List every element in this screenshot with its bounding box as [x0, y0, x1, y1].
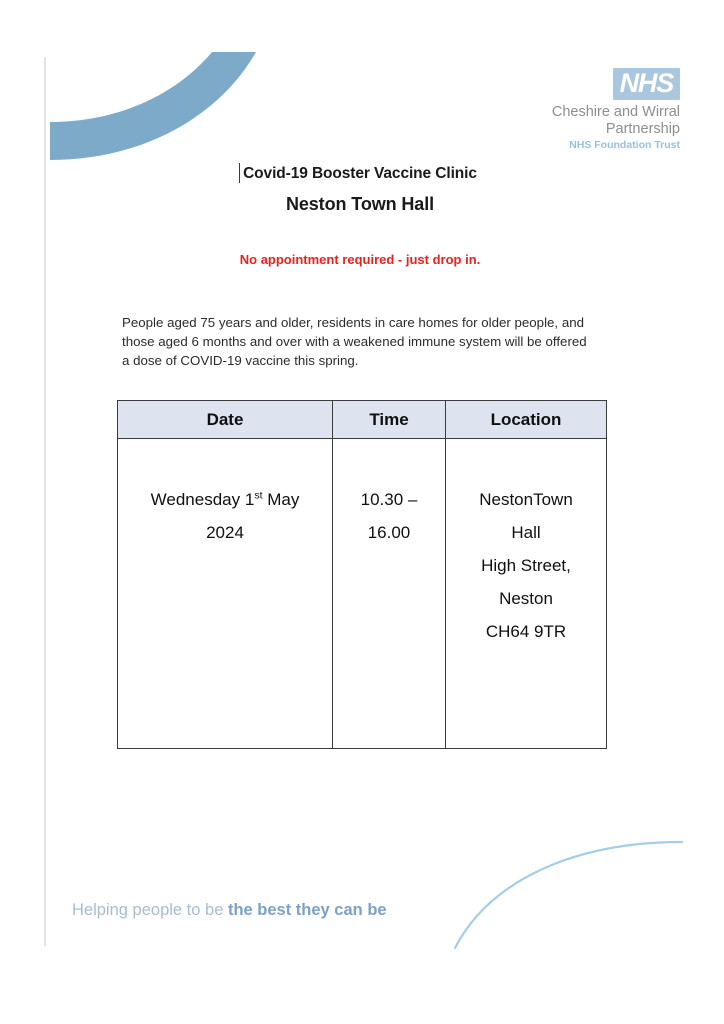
column-header-time: Time: [333, 401, 446, 439]
table-row: [118, 439, 607, 749]
time-line-1: 10.30 –: [360, 490, 418, 509]
cell-date: [118, 439, 333, 749]
clinic-schedule-table: [117, 400, 607, 749]
date-day-number: 1: [244, 490, 255, 509]
table-header: [118, 401, 607, 439]
eligibility-paragraph: People aged 75 years and older, residents in care homes for older people, and those aged 6 months and over with a weakened immune system will be offered a dose of COVID-19 vaccine this spring.: [122, 315, 587, 369]
location-line-3: High Street,: [481, 556, 571, 575]
table-body: [118, 439, 607, 749]
strapline-regular: Helping people to be: [72, 901, 228, 919]
date-line-2: 2024: [206, 523, 244, 542]
date-line-1: [118, 483, 332, 516]
table-header-row: [118, 401, 607, 439]
nhs-logo-block: [420, 68, 680, 151]
trust-foundation-label: NHS Foundation Trust: [569, 139, 680, 151]
location-line-4: Neston: [499, 589, 553, 608]
left-margin-rule: [44, 57, 46, 946]
bottom-decorative-arc: [430, 820, 724, 970]
date-month: May: [262, 490, 300, 509]
footer-strapline: [72, 901, 387, 920]
date-ordinal-suffix: st: [254, 489, 263, 502]
text-caret: [239, 163, 240, 183]
page-title-line-1: Covid-19 Booster Vaccine Clinic: [243, 165, 477, 182]
strapline-bold: the best they can be: [227, 901, 387, 919]
time-line-2: 16.00: [367, 523, 411, 542]
nhs-logo-text: NHS: [619, 68, 673, 98]
drop-in-notice: No appointment required - just drop in.: [239, 252, 481, 267]
trust-name: [420, 104, 680, 137]
location-line-2: Hall: [511, 523, 541, 542]
trust-name-line-1: Cheshire and Wirral: [551, 104, 680, 120]
top-decorative-arc: [0, 30, 260, 180]
trust-name-line-2: Partnership: [605, 120, 680, 137]
nhs-logo-icon: [613, 68, 680, 100]
page-title-line-2: Neston Town Hall: [285, 194, 435, 214]
column-header-date: Date: [118, 401, 333, 439]
column-header-location: Location: [446, 401, 607, 439]
date-prefix: Wednesday: [150, 490, 245, 509]
location-line-1: NestonTown: [479, 490, 573, 509]
cell-time: [333, 439, 446, 749]
cell-location: [446, 439, 607, 749]
location-line-5: CH64 9TR: [485, 622, 567, 641]
